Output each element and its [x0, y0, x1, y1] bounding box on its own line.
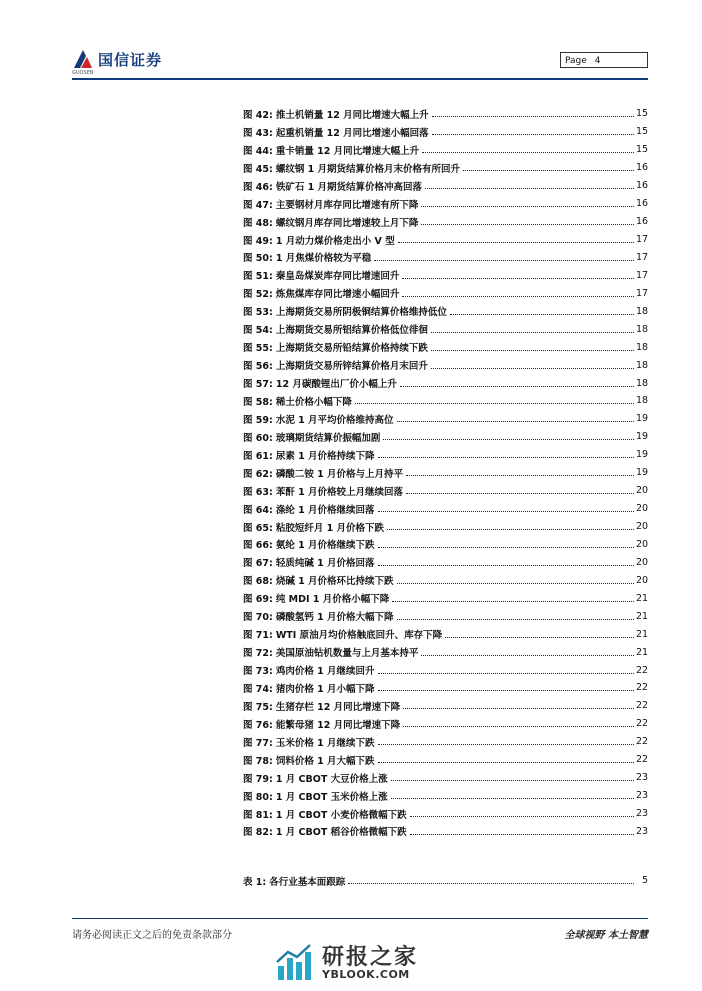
toc-entry-title: 1 月 CBOT 玉米价格上涨: [275, 791, 388, 803]
toc-leader-dots: [391, 780, 634, 781]
toc-entry-title: 上海期货交易所阴极铜结算价格维持低位: [275, 307, 447, 319]
toc-entry-page: 20: [636, 556, 649, 568]
toc-entry[interactable]: [243, 805, 648, 823]
toc-leader-dots: [392, 601, 634, 602]
toc-entry-label: 图 67:: [243, 558, 273, 570]
page-indicator: [560, 52, 648, 68]
toc-entry-title: 各行业基本面跟踪: [269, 876, 346, 888]
footer-disclaimer: 请务必阅读正文之后的免责条款部分: [72, 930, 232, 941]
toc-entry-page: 22: [636, 718, 649, 730]
toc-entry-title: 尿素 1 月价格持续下降: [275, 450, 375, 462]
toc-entry-page: 18: [636, 359, 649, 371]
toc-leader-dots: [402, 296, 634, 297]
toc-leader-dots: [374, 260, 634, 261]
toc-entry-label: 图 53:: [243, 307, 273, 319]
toc-leader-dots: [406, 475, 634, 476]
toc-entry-label: 图 80:: [243, 791, 273, 803]
bar-chart-icon: [274, 942, 314, 982]
toc-entry-label: 图 64:: [243, 504, 273, 516]
toc-entry[interactable]: [243, 872, 648, 890]
toc-entry-page: 16: [636, 198, 649, 210]
toc-entry-label: 图 50:: [243, 253, 273, 265]
toc-entry-label: 图 72:: [243, 648, 273, 660]
toc-entry-label: 图 59:: [243, 414, 273, 426]
toc-entry-label: 图 57:: [243, 379, 273, 391]
toc-leader-dots: [400, 386, 634, 387]
toc-entry-label: 图 52:: [243, 289, 273, 301]
toc-entry-label: 图 54:: [243, 325, 273, 337]
toc-entry-label: 图 48:: [243, 217, 273, 229]
toc-entry-title: 1 月 CBOT 稻谷价格微幅下跌: [275, 827, 407, 839]
toc-entry-title: 主要钢材月库存同比增速有所下降: [275, 199, 419, 211]
toc-entry-title: 1 月焦煤价格较为平稳: [275, 253, 372, 265]
toc-entry[interactable]: [243, 177, 648, 195]
toc-entry-label: 图 74:: [243, 683, 273, 695]
toc-entry-title: WTI 原油月均价格触底回升、库存下降: [275, 630, 443, 642]
toc-entry-title: 氨纶 1 月价格继续下跌: [275, 540, 375, 552]
toc-leader-dots: [402, 278, 634, 279]
toc-entry-label: 图 78:: [243, 755, 273, 767]
toc-entry[interactable]: [243, 769, 648, 787]
toc-entry-title: 上海期货交易所锌结算价格月末回升: [275, 361, 428, 373]
toc-entry-title: 磷酸氢钙 1 月价格大幅下降: [275, 612, 394, 624]
toc-entry-label: 图 82:: [243, 827, 273, 839]
company-logo: [72, 48, 162, 70]
page-number: 4: [594, 56, 601, 66]
toc-entry-page: 17: [636, 287, 649, 299]
toc-entry[interactable]: [243, 751, 648, 769]
toc-leader-dots: [406, 493, 634, 494]
toc-entry-page: 23: [636, 825, 649, 837]
toc-leader-dots: [397, 583, 634, 584]
toc-entry-title: 重卡销量 12 月同比增速大幅上升: [275, 145, 420, 157]
toc-leader-dots: [463, 170, 634, 171]
toc-entry-page: 5: [641, 875, 648, 887]
toc-entry-title: 纯 MDI 1 月价格小幅下降: [275, 594, 390, 606]
toc-leader-dots: [432, 116, 634, 117]
toc-entry-label: 图 68:: [243, 576, 273, 588]
toc-entry-label: 图 51:: [243, 271, 273, 283]
toc-entry-page: 21: [636, 592, 649, 604]
toc-leader-dots: [403, 708, 634, 709]
toc-entry[interactable]: [243, 536, 648, 554]
toc-entry[interactable]: [243, 195, 648, 213]
toc-entry-title: 上海期货交易所铝结算价格低位徘徊: [275, 325, 428, 337]
figure-list: [243, 105, 648, 840]
toc-entry-label: 图 79:: [243, 773, 273, 785]
toc-leader-dots: [431, 350, 634, 351]
toc-leader-dots: [425, 188, 634, 189]
toc-entry-title: 烧碱 1 月价格环比持续下跌: [275, 576, 394, 588]
toc-entry-title: 铁矿石 1 月期货结算价格冲高回落: [275, 181, 423, 193]
toc-entry[interactable]: [243, 733, 648, 751]
toc-entry[interactable]: [243, 571, 648, 589]
toc-entry[interactable]: [243, 213, 648, 231]
toc-entry-page: 20: [636, 485, 649, 497]
toc-entry[interactable]: [243, 159, 648, 177]
toc-entry-label: 图 76:: [243, 719, 273, 731]
toc-entry-label: 图 65:: [243, 522, 273, 534]
toc-leader-dots: [450, 314, 634, 315]
toc-entry-label: 图 55:: [243, 343, 273, 355]
toc-leader-dots: [431, 332, 634, 333]
toc-leader-dots: [378, 511, 634, 512]
toc-entry-title: 1 月 CBOT 小麦价格微幅下跌: [275, 809, 407, 821]
header-rule: [72, 78, 648, 80]
toc-entry-label: 图 61:: [243, 450, 273, 462]
toc-entry[interactable]: [243, 589, 648, 607]
toc-entry[interactable]: [243, 697, 648, 715]
toc-entry-label: 图 44:: [243, 145, 273, 157]
toc-leader-dots: [355, 403, 634, 404]
toc-entry-title: 粘胶短纤月 1 月价格下跌: [275, 522, 385, 534]
toc-entry-label: 图 69:: [243, 594, 273, 606]
toc-entry[interactable]: [243, 661, 648, 679]
toc-entry[interactable]: [243, 464, 648, 482]
toc-leader-dots: [378, 547, 634, 548]
toc-entry[interactable]: [243, 679, 648, 697]
toc-entry[interactable]: [243, 392, 648, 410]
toc-entry-label: 图 49:: [243, 235, 273, 247]
toc-entry-label: 图 66:: [243, 540, 273, 552]
toc-entry[interactable]: [243, 356, 648, 374]
toc-leader-dots: [421, 224, 634, 225]
toc-entry-page: 21: [636, 628, 649, 640]
toc-entry-page: 18: [636, 341, 649, 353]
toc-entry-page: 22: [636, 736, 649, 748]
watermark: [274, 940, 474, 986]
page-label: Page: [565, 56, 587, 66]
toc-entry-page: 18: [636, 323, 649, 335]
toc-entry[interactable]: [243, 643, 648, 661]
logo-subtext: GUOSEN: [72, 70, 94, 76]
toc-entry[interactable]: [243, 518, 648, 536]
toc-entry-title: 秦皇岛煤炭库存同比增速回升: [275, 271, 400, 283]
toc-entry-label: 图 63:: [243, 486, 273, 498]
toc-entry[interactable]: [243, 553, 648, 571]
toc-entry-label: 图 45:: [243, 163, 273, 175]
toc-entry-label: 图 77:: [243, 737, 273, 749]
toc-entry-label: 表 1:: [243, 876, 267, 888]
watermark-url: YBLOOK.COM: [322, 968, 410, 981]
toc-entry[interactable]: [243, 302, 648, 320]
table-list: [243, 872, 648, 890]
toc-entry-title: 猪肉价格 1 月小幅下降: [275, 683, 375, 695]
toc-entry[interactable]: [243, 482, 648, 500]
toc-entry-title: 生猪存栏 12 月同比增速下降: [275, 701, 401, 713]
toc-entry-title: 磷酸二铵 1 月价格与上月持平: [275, 468, 404, 480]
toc-leader-dots: [378, 457, 634, 458]
toc-leader-dots: [403, 726, 634, 727]
toc-leader-dots: [397, 421, 634, 422]
toc-entry[interactable]: [243, 715, 648, 733]
toc-entry-title: 稀土价格小幅下降: [275, 396, 352, 408]
toc-entry-page: 20: [636, 521, 649, 533]
toc-leader-dots: [431, 368, 634, 369]
toc-entry-title: 玻璃期货结算价振幅加剧: [275, 432, 381, 444]
toc-leader-dots: [397, 619, 634, 620]
toc-entry-title: 起重机销量 12 月同比增速小幅回落: [275, 127, 429, 139]
toc-entry-page: 18: [636, 305, 649, 317]
toc-entry-label: 图 73:: [243, 666, 273, 678]
toc-entry-label: 图 71:: [243, 630, 273, 642]
toc-entry-label: 图 70:: [243, 612, 273, 624]
toc-entry[interactable]: [243, 428, 648, 446]
toc-leader-dots: [432, 134, 634, 135]
toc-entry-page: 20: [636, 538, 649, 550]
toc-entry-label: 图 43:: [243, 127, 273, 139]
toc-leader-dots: [348, 883, 634, 884]
toc-leader-dots: [378, 762, 634, 763]
toc-entry-page: 15: [636, 108, 649, 120]
toc-entry-page: 23: [636, 790, 649, 802]
toc-entry-page: 19: [636, 431, 649, 443]
toc-entry-title: 能繁母猪 12 月同比增速下降: [275, 719, 401, 731]
toc-entry-page: 19: [636, 413, 649, 425]
toc-entry-page: 19: [636, 467, 649, 479]
toc-entry-page: 22: [636, 700, 649, 712]
toc-entry[interactable]: [243, 823, 648, 841]
toc-leader-dots: [383, 439, 634, 440]
toc-entry-title: 苯酐 1 月价格较上月继续回落: [275, 486, 404, 498]
toc-entry[interactable]: [243, 105, 648, 123]
guosen-logo-icon: [72, 48, 94, 70]
toc-entry[interactable]: [243, 410, 648, 428]
toc-entry-page: 19: [636, 449, 649, 461]
toc-leader-dots: [410, 834, 634, 835]
toc-entry-page: 22: [636, 754, 649, 766]
toc-leader-dots: [421, 206, 634, 207]
toc-entry-title: 螺纹钢月库存同比增速较上月下降: [275, 217, 419, 229]
footer-rule: [72, 918, 648, 919]
toc-leader-dots: [378, 673, 634, 674]
toc-entry[interactable]: [243, 141, 648, 159]
toc-entry-label: 图 62:: [243, 468, 273, 480]
toc-entry-title: 1 月动力煤价格走出小 V 型: [275, 235, 395, 247]
toc-entry-page: 17: [636, 269, 649, 281]
toc-entry[interactable]: [243, 231, 648, 249]
toc-entry-page: 15: [636, 126, 649, 138]
toc-entry[interactable]: [243, 500, 648, 518]
toc-entry-page: 21: [636, 610, 649, 622]
toc-entry[interactable]: [243, 266, 648, 284]
toc-entry[interactable]: [243, 249, 648, 267]
toc-entry-label: 图 46:: [243, 181, 273, 193]
toc-entry-title: 炼焦煤库存同比增速小幅回升: [275, 289, 400, 301]
toc-leader-dots: [398, 242, 634, 243]
page-header: [72, 46, 648, 78]
toc-entry-page: 22: [636, 682, 649, 694]
toc-entry[interactable]: [243, 320, 648, 338]
toc-entry-label: 图 81:: [243, 809, 273, 821]
toc-entry-label: 图 56:: [243, 361, 273, 373]
toc-entry-title: 涤纶 1 月价格继续回落: [275, 504, 375, 516]
toc-entry-page: 22: [636, 664, 649, 676]
toc-leader-dots: [391, 798, 634, 799]
toc-leader-dots: [378, 690, 634, 691]
toc-entry-page: 15: [636, 144, 649, 156]
toc-leader-dots: [378, 565, 634, 566]
toc-entry-page: 16: [636, 180, 649, 192]
toc-entry[interactable]: [243, 338, 648, 356]
toc-entry[interactable]: [243, 625, 648, 643]
toc-entry-title: 轻质纯碱 1 月价格回落: [275, 558, 375, 570]
toc-entry-title: 螺纹钢 1 月期货结算价格月末价格有所回升: [275, 163, 461, 175]
toc-entry[interactable]: [243, 374, 648, 392]
toc-entry-title: 1 月 CBOT 大豆价格上涨: [275, 773, 388, 785]
toc-entry-page: 21: [636, 646, 649, 658]
toc-leader-dots: [387, 529, 634, 530]
toc-entry-title: 上海期货交易所铅结算价格持续下跌: [275, 343, 428, 355]
toc-entry-title: 美国原油钻机数量与上月基本持平: [275, 648, 419, 660]
toc-leader-dots: [410, 816, 634, 817]
logo-text: 国信证券: [98, 50, 163, 69]
toc-entry-title: 玉米价格 1 月继续下跌: [275, 737, 375, 749]
toc-entry-page: 20: [636, 503, 649, 515]
toc-entry-page: 18: [636, 395, 649, 407]
toc-leader-dots: [445, 637, 634, 638]
toc-entry[interactable]: [243, 607, 648, 625]
toc-entry-title: 鸡肉价格 1 月继续回升: [275, 666, 375, 678]
watermark-title: 研报之家: [322, 945, 419, 970]
toc-entry-title: 水泥 1 月平均价格维持高位: [275, 414, 394, 426]
toc-entry-page: 20: [636, 574, 649, 586]
toc-entry-label: 图 75:: [243, 701, 273, 713]
toc-entry-page: 16: [636, 162, 649, 174]
toc-entry-title: 12 月碳酸锂出厂价小幅上升: [275, 379, 397, 391]
toc-entry-page: 17: [636, 234, 649, 246]
toc-entry-page: 18: [636, 377, 649, 389]
toc-entry[interactable]: [243, 123, 648, 141]
footer-slogan: 全球视野 本土智慧: [564, 930, 648, 941]
toc-entry-page: 23: [636, 808, 649, 820]
toc-entry-label: 图 42:: [243, 109, 273, 121]
toc-entry-label: 图 47:: [243, 199, 273, 211]
toc-entry-title: 饲料价格 1 月大幅下跌: [275, 755, 375, 767]
toc-leader-dots: [421, 655, 634, 656]
toc-entry-title: 推土机销量 12 月同比增速大幅上升: [275, 109, 429, 121]
toc-entry-page: 23: [636, 772, 649, 784]
toc-leader-dots: [422, 152, 634, 153]
toc-entry-page: 16: [636, 216, 649, 228]
toc-entry-label: 图 58:: [243, 396, 273, 408]
toc-leader-dots: [378, 744, 634, 745]
toc-entry[interactable]: [243, 284, 648, 302]
toc-entry-label: 图 60:: [243, 432, 273, 444]
toc-entry[interactable]: [243, 446, 648, 464]
toc-entry-page: 17: [636, 251, 649, 263]
toc-entry[interactable]: [243, 787, 648, 805]
